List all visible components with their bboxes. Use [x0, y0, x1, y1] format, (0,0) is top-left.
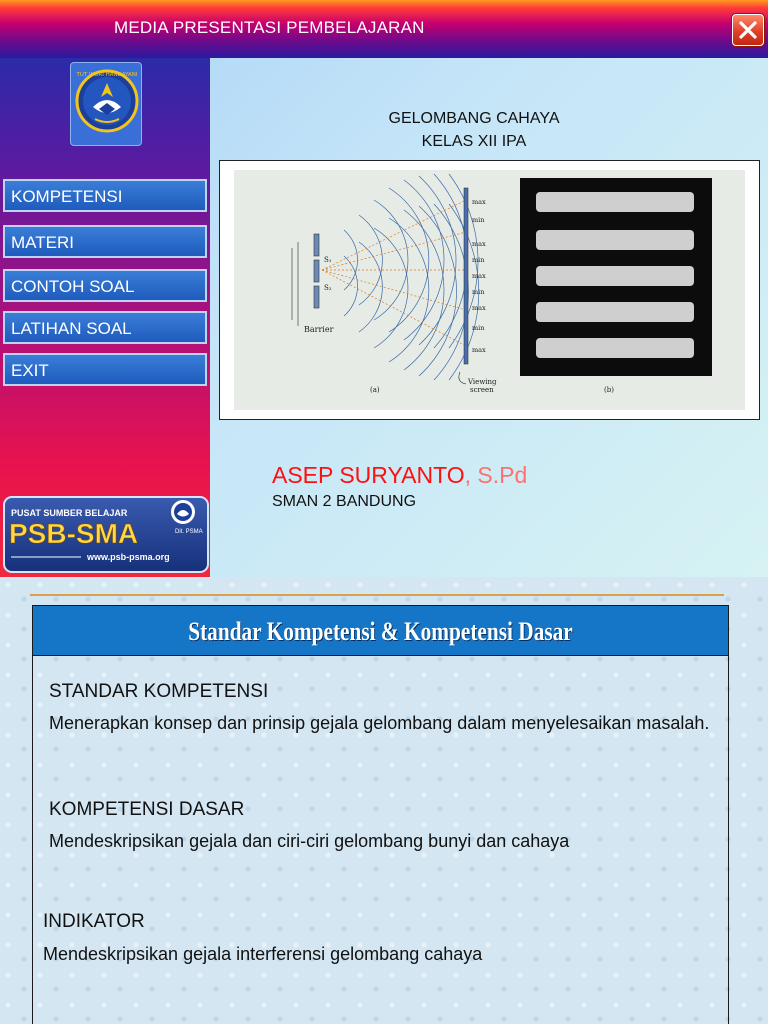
indikator-heading: INDIKATOR	[43, 911, 145, 932]
menu-item-label: LATIHAN SOAL	[11, 319, 132, 338]
close-button[interactable]	[732, 14, 764, 46]
psb-sma-logo	[3, 496, 209, 573]
menu-kompetensi-button[interactable]	[3, 179, 207, 212]
svg-text:max: max	[472, 240, 486, 248]
menu-latihan-soal-button[interactable]	[3, 311, 207, 344]
svg-text:min: min	[472, 324, 485, 332]
school-name: SMAN 2 BANDUNG	[272, 493, 417, 510]
slide-title-line-1: GELOMBANG CAHAYA	[388, 110, 560, 127]
svg-text:screen: screen	[470, 386, 494, 394]
svg-text:max: max	[472, 346, 486, 354]
menu-item-label: CONTOH SOAL	[11, 277, 135, 296]
tut-wuri-handayani-logo	[70, 62, 142, 146]
svg-text:Dit. PSMA: Dit. PSMA	[175, 529, 203, 535]
svg-text:max: max	[472, 272, 486, 280]
svg-text:(a): (a)	[370, 386, 380, 394]
menu-item-label: KOMPETENSI	[11, 187, 123, 206]
standar-kompetensi-text: Menerapkan konsep dan prinsip gejala gelombang dalam menyelesaikan masalah.	[49, 713, 710, 733]
svg-text:(b): (b)	[604, 386, 614, 394]
standar-kompetensi-heading: STANDAR KOMPETENSI	[49, 681, 269, 702]
slide-title-line-2: KELAS XII IPA	[421, 133, 527, 150]
svg-text:min: min	[472, 256, 485, 264]
svg-text:S₂: S₂	[324, 284, 332, 292]
content-panel	[32, 605, 729, 1024]
author-name	[272, 462, 527, 489]
figure-panel	[234, 170, 745, 410]
close-icon	[738, 20, 758, 40]
panel-title: Standar Kompetensi & Kompetensi Dasar	[188, 617, 573, 646]
menu-item-label: EXIT	[11, 361, 49, 380]
slide-title	[340, 107, 608, 153]
svg-text:min: min	[472, 216, 485, 224]
svg-text:Viewing: Viewing	[468, 378, 497, 386]
kompetensi-dasar-text: Mendeskripsikan gejala dan ciri-ciri gelombang bunyi dan cahaya	[49, 831, 570, 851]
svg-text:TUT WURI HANDAYANI: TUT WURI HANDAYANI	[76, 72, 138, 78]
title-bar	[0, 0, 768, 58]
indikator-text: Mendeskripsikan gejala interferensi gelombang cahaya	[43, 944, 483, 964]
svg-text:PUSAT SUMBER BELAJAR: PUSAT SUMBER BELAJAR	[11, 508, 128, 518]
svg-text:PSB-SMA: PSB-SMA	[9, 518, 139, 549]
svg-text:max: max	[472, 198, 486, 206]
panel-header	[33, 606, 728, 656]
divider-line	[30, 594, 724, 596]
app-title: MEDIA PRESENTASI PEMBELAJARAN	[114, 18, 425, 37]
interference-figure	[219, 160, 760, 420]
kompetensi-dasar-heading: KOMPETENSI DASAR	[49, 799, 245, 820]
svg-text:Barrier: Barrier	[304, 325, 334, 334]
svg-text:min: min	[472, 288, 485, 296]
sidebar	[0, 58, 210, 577]
competency-slide	[0, 577, 768, 1024]
menu-item-label: MATERI	[11, 233, 74, 252]
svg-text:max: max	[472, 304, 486, 312]
menu-exit-button[interactable]	[3, 353, 207, 386]
svg-text:www.psb-psma.org: www.psb-psma.org	[87, 552, 170, 562]
menu-materi-button[interactable]	[3, 225, 207, 258]
svg-text:S₁: S₁	[324, 256, 332, 264]
menu-contoh-soal-button[interactable]	[3, 269, 207, 302]
author-name-text: ASEP SURYANTO	[272, 462, 465, 488]
author-degree: , S.Pd	[464, 462, 528, 488]
